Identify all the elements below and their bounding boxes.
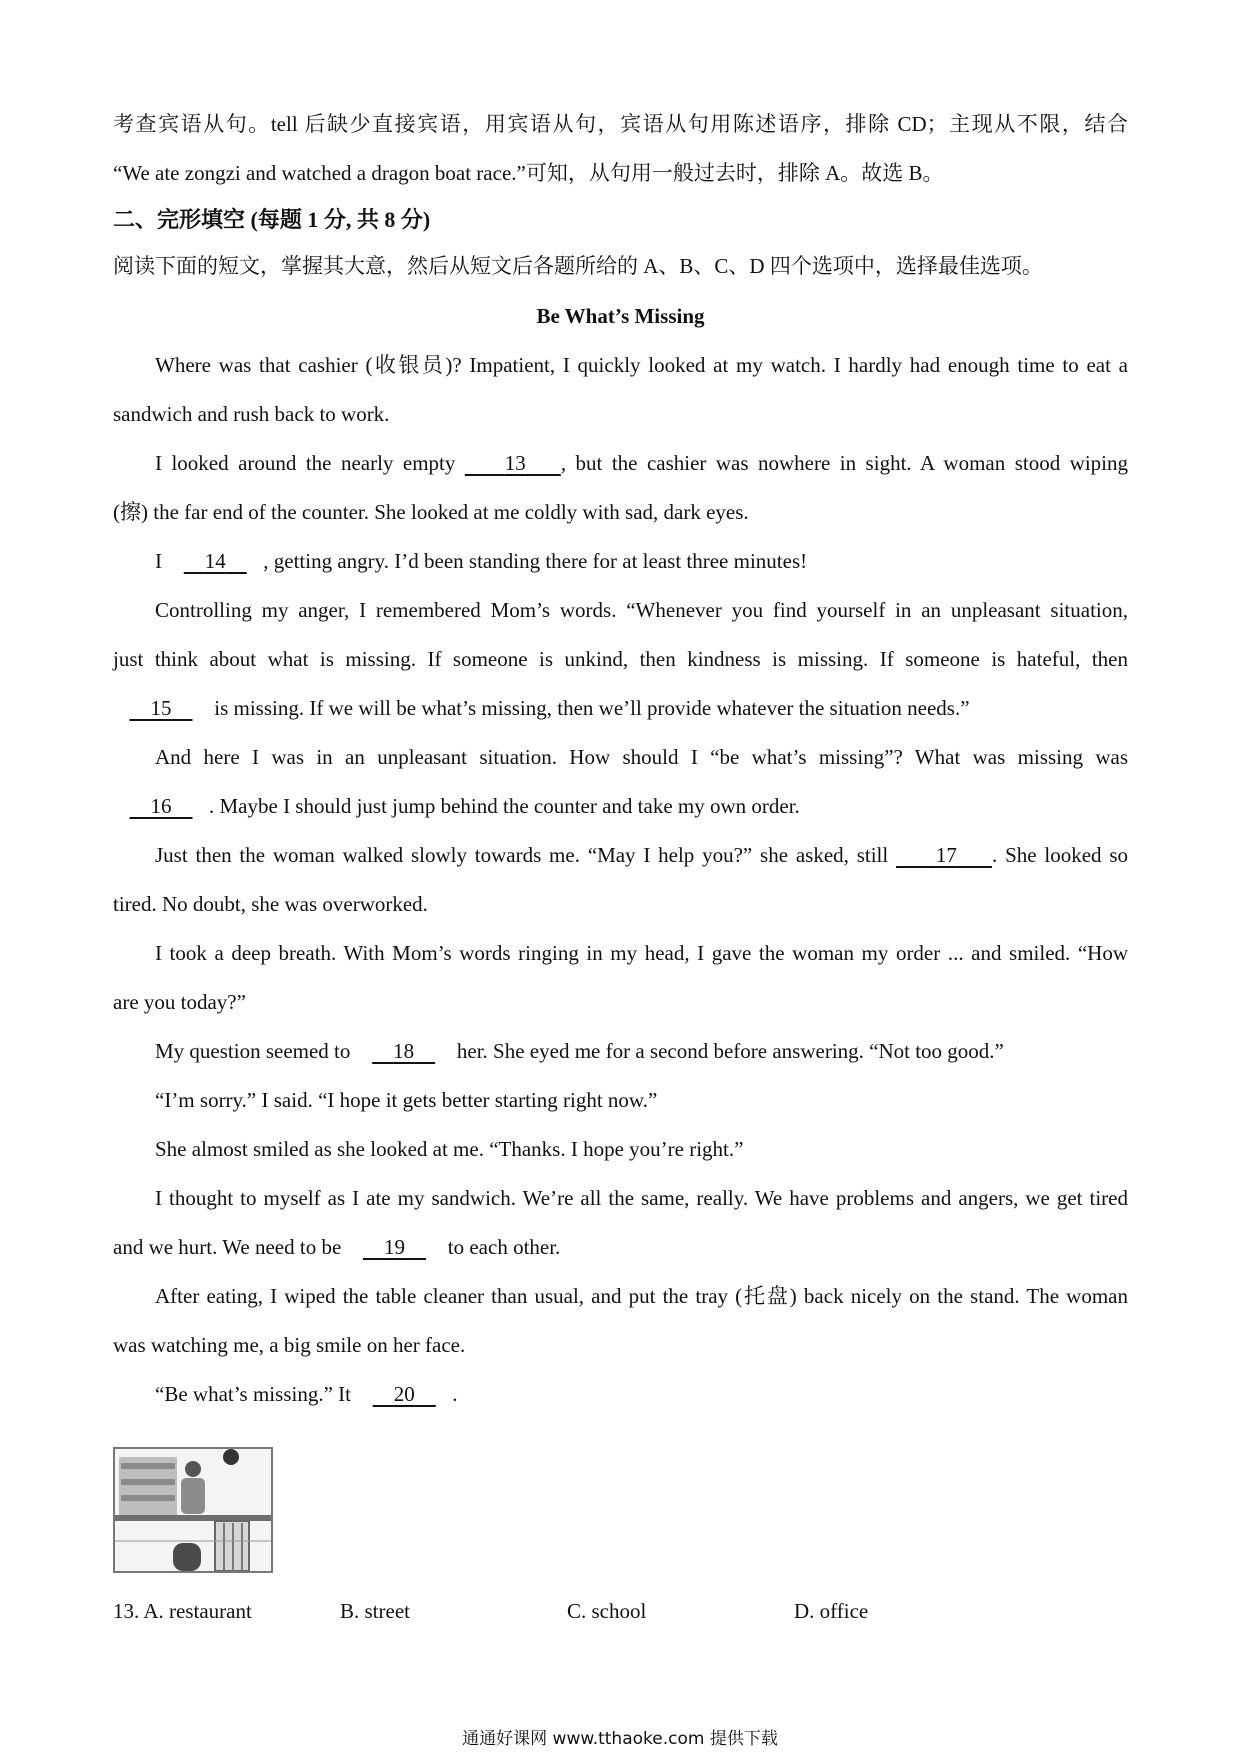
text-segment: and we hurt. We need to be xyxy=(113,1235,347,1259)
paragraph-9: “I’m sorry.” I said. “I hope it gets better starting right now.” xyxy=(155,1088,658,1112)
paragraph-12-line-1: After eating, I wiped the table cleaner than usual, and put the tray (托盘) back nicely on the stand. The woman xyxy=(155,1284,1128,1308)
paragraph-7-line-2: are you today?” xyxy=(113,990,246,1014)
paragraph-4-line-3 xyxy=(113,684,1128,733)
passage-title: Be What’s Missing xyxy=(536,304,705,328)
text-segment: . She looked so xyxy=(992,843,1128,867)
text-segment: I looked around the nearly empty xyxy=(155,451,465,475)
paragraph-1-line-2: sandwich and rush back to work. xyxy=(113,402,390,426)
option-d[interactable]: D. office xyxy=(794,1599,869,1623)
blank-14: 14 xyxy=(204,549,226,573)
text-segment: is missing. If we will be what’s missing, then we’ll provide whatever the situation needs.” xyxy=(209,696,970,720)
text-segment: to each other. xyxy=(442,1235,561,1259)
text-segment: . xyxy=(452,1382,458,1406)
paragraph-2-line-1 xyxy=(113,439,1128,488)
blank-20: 20 xyxy=(393,1382,415,1406)
question-13-options xyxy=(113,1599,1128,1624)
paragraph-8 xyxy=(113,1027,1128,1076)
intro-line-1: 考查宾语从句。tell 后缺少直接宾语，用宾语从句，宾语从句用陈述语序，排除 CD；主现从不限，结合 xyxy=(113,112,1128,136)
paragraph-7-line-1: I took a deep breath. With Mom’s words ringing in my head, I gave the woman my order ... and smiled. “How xyxy=(155,941,1128,965)
paragraph-13 xyxy=(113,1370,1128,1419)
text-segment: , getting angry. I’d been standing there for at least three minutes! xyxy=(263,549,808,573)
paragraph-11-line-1: I thought to myself as I ate my sandwich. We’re all the same, really. We have problems and angers, we get tired xyxy=(155,1186,1128,1210)
paragraph-10: She almost smiled as she looked at me. “Thanks. I hope you’re right.” xyxy=(155,1137,744,1161)
text-segment: . Maybe I should just jump behind the counter and take my own order. xyxy=(209,794,800,818)
paragraph-5-line-1: And here I was in an unpleasant situation. How should I “be what’s missing”? What was missing was xyxy=(155,745,1128,769)
section-heading: 二、完形填空 (每题 1 分, 共 8 分) xyxy=(113,207,431,232)
blank-16: 16 xyxy=(150,794,172,818)
paragraph-4-line-2: just think about what is missing. If someone is unkind, then kindness is missing. If someone is hateful, then xyxy=(113,647,1128,671)
paragraph-12-line-2: was watching me, a big smile on her face. xyxy=(113,1333,466,1357)
blank-18: 18 xyxy=(393,1039,415,1063)
page-footer: 通通好课网 www.tthaoke.com 提供下载 xyxy=(462,1729,778,1749)
text-segment: , but the cashier was nowhere in sight. A woman stood wiping xyxy=(560,451,1128,475)
text-segment: My question seemed to xyxy=(155,1039,356,1063)
paragraph-6-line-1 xyxy=(113,831,1128,880)
restaurant-illustration xyxy=(113,1447,273,1573)
text-segment: “Be what’s missing.” It xyxy=(155,1382,357,1406)
paragraph-4-line-1: Controlling my anger, I remembered Mom’s words. “Whenever you find yourself in an unpleasant situation, xyxy=(155,598,1128,622)
blank-19: 19 xyxy=(384,1235,406,1259)
section-instruction: 阅读下面的短文，掌握其大意，然后从短文后各题所给的 A、B、C、D 四个选项中，选择最佳选项。 xyxy=(113,254,1043,278)
document-page xyxy=(113,100,1128,1624)
option-b[interactable]: B. street xyxy=(340,1599,410,1623)
option-c[interactable]: C. school xyxy=(567,1599,647,1623)
intro-line-2: “We ate zongzi and watched a dragon boat race.”可知，从句用一般过去时，排除 A。故选 B。 xyxy=(113,161,944,185)
paragraph-1-line-1: Where was that cashier (收银员)? Impatient, I quickly looked at my watch. I hardly had enough time to eat a xyxy=(155,353,1128,377)
option-a[interactable]: 13. A. restaurant xyxy=(113,1599,252,1623)
text-segment: Just then the woman walked slowly towards me. “May I help you?” she asked, still xyxy=(155,843,897,867)
paragraph-11-line-2 xyxy=(113,1223,1128,1272)
paragraph-3 xyxy=(113,537,1128,586)
text-segment: I xyxy=(155,549,168,573)
paragraph-6-line-2: tired. No doubt, she was overworked. xyxy=(113,892,428,916)
blank-17: 17 xyxy=(935,843,957,867)
paragraph-2-line-2: (擦) the far end of the counter. She looked at me coldly with sad, dark eyes. xyxy=(113,500,749,524)
counter-scene-icon xyxy=(115,1449,271,1571)
blank-15: 15 xyxy=(150,696,172,720)
paragraph-5-line-2 xyxy=(113,782,1128,831)
blank-13: 13 xyxy=(504,451,526,475)
text-segment: her. She eyed me for a second before answering. “Not too good.” xyxy=(451,1039,1004,1063)
